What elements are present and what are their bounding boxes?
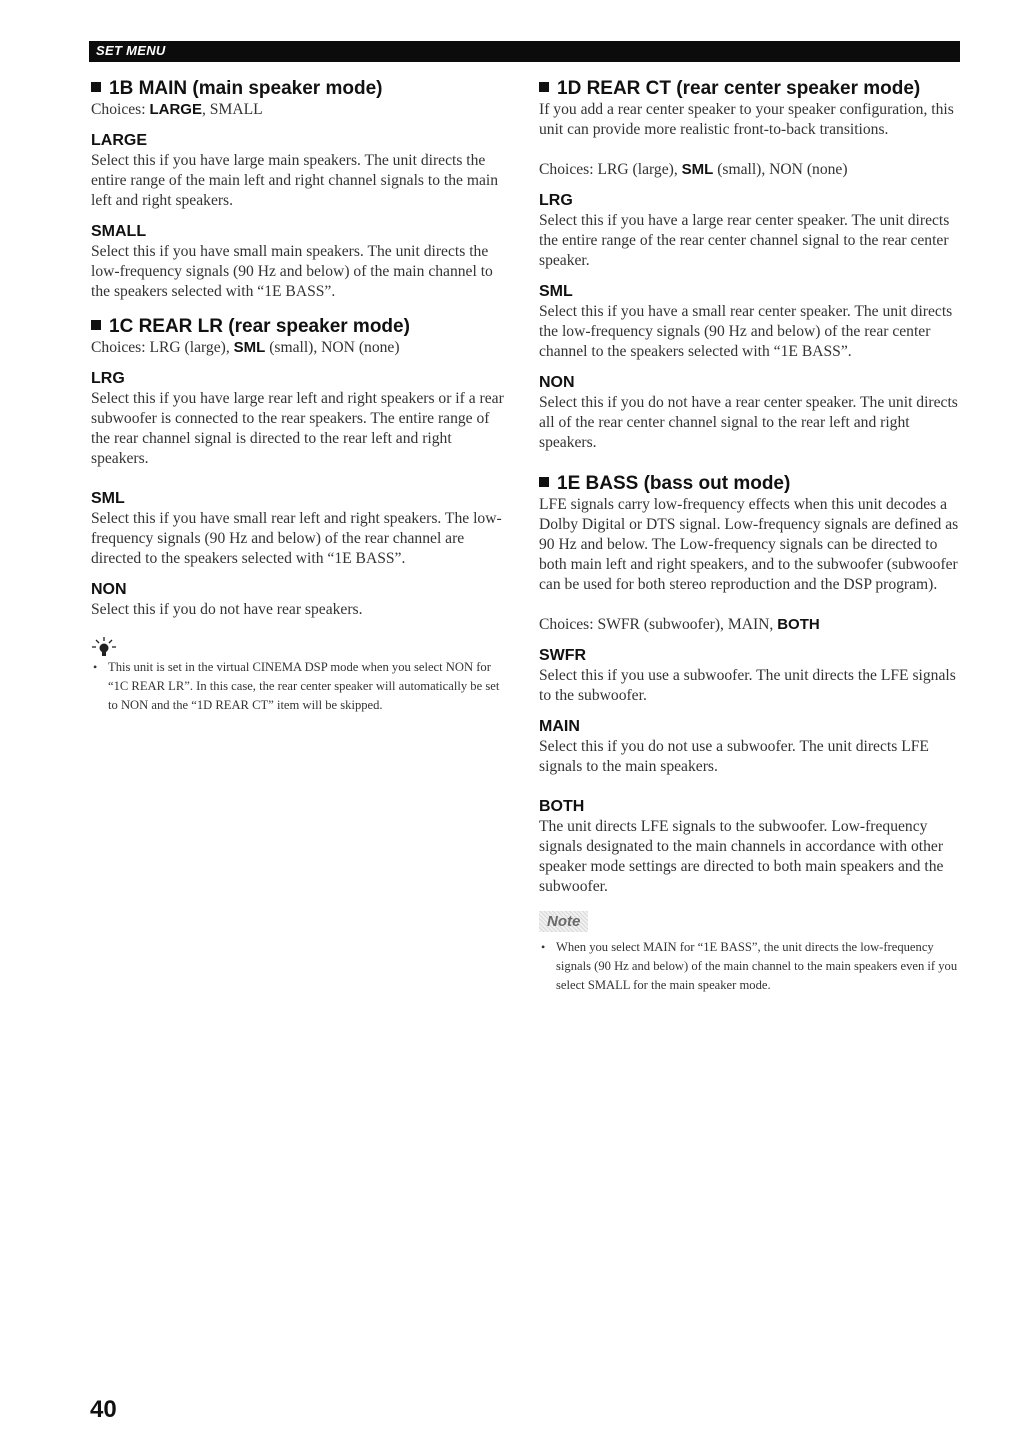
bullet-square-icon <box>91 82 101 92</box>
option-1d-sml-heading: SML <box>539 283 573 300</box>
option-small-heading: SMALL <box>91 223 147 240</box>
right-column <box>539 78 962 995</box>
option-both-text: The unit directs LFE signals to the subwoofer. Low-frequency signals designated to the main channels in accordance with other speaker mode settings are directed to both main speakers and the subwoofer. <box>539 818 944 895</box>
bullet-square-icon <box>539 477 549 487</box>
section-1e-title: 1E BASS (bass out mode) <box>539 473 962 495</box>
bullet-dot-icon: • <box>541 940 546 954</box>
option-1c-lrg-heading: LRG <box>91 370 125 387</box>
section-1d-title: 1D REAR CT (rear center speaker mode) <box>539 78 962 100</box>
option-1d-lrg-text: Select this if you have a large rear center speaker. The unit directs the entire range of the rear center channel signal to the rear center speaker. <box>539 212 950 269</box>
option-main-heading: MAIN <box>539 718 580 735</box>
section-1c-choices: Choices: LRG (large), SML (small), NON (none) <box>91 339 400 356</box>
page-number: 40 <box>90 1396 117 1423</box>
option-1c-lrg-text: Select this if you have large rear left and right speakers or if a rear subwoofer is connected to the rear speakers. The entire range of the rear channel signal is directed to the rear left and right speakers. <box>91 390 504 467</box>
option-swfr-text: Select this if you use a subwoofer. The unit directs the LFE signals to the subwoofer. <box>539 667 956 704</box>
option-1d-non-heading: NON <box>539 374 575 391</box>
option-large-text: Select this if you have large main speakers. The unit directs the entire range of the main left and right channel signals to the main left and right speakers. <box>91 152 499 209</box>
left-column <box>91 78 509 715</box>
section-1e-choices: Choices: SWFR (subwoofer), MAIN, BOTH <box>539 616 820 633</box>
bullet-square-icon <box>539 82 549 92</box>
note-text: • When you select MAIN for “1E BASS”, the unit directs the low-frequency signals (90 Hz and below) of the main channel to the main speakers even if you select SMALL for the main speaker mode. <box>541 940 958 992</box>
section-1e-intro: LFE signals carry low-frequency effects when this unit decodes a Dolby Digital or DTS signal. Low-frequency signals are defined as 90 Hz and below. The Low-frequency signals can be directed to both main left and right speakers, and to the subwoofer (subwoofer can be used for both stereo reproduction and the DSP program). <box>539 496 959 593</box>
option-large-heading: LARGE <box>91 132 147 149</box>
section-1d-choices: Choices: LRG (large), SML (small), NON (none) <box>539 161 848 178</box>
option-1c-sml-heading: SML <box>91 490 125 507</box>
option-1c-non-text: Select this if you do not have rear speakers. <box>91 601 363 618</box>
option-swfr-heading: SWFR <box>539 647 587 664</box>
lightbulb-tip-icon <box>91 636 117 658</box>
bullet-dot-icon: • <box>93 660 98 674</box>
option-1d-non-text: Select this if you do not have a rear center speaker. The unit directs all of the rear center channel signal to the rear left and right speakers. <box>539 394 958 451</box>
option-1d-sml-text: Select this if you have a small rear center speaker. The unit directs the low-frequency signals (90 Hz and below) of the rear center channel to the speakers selected with “1E BASS”. <box>539 303 953 360</box>
section-1c-title: 1C REAR LR (rear speaker mode) <box>91 316 509 338</box>
option-1c-non-heading: NON <box>91 581 127 598</box>
option-both-heading: BOTH <box>539 798 585 815</box>
note-badge: Note <box>539 911 588 932</box>
section-1b-title: 1B MAIN (main speaker mode) <box>91 78 509 100</box>
section-1d-intro: If you add a rear center speaker to your speaker configuration, this unit can provide more realistic front-to-back transitions. <box>539 101 954 138</box>
option-1d-lrg-heading: LRG <box>539 192 573 209</box>
option-1c-sml-text: Select this if you have small rear left and right speakers. The low-frequency signals (90 Hz and below) of the rear channel are directed to the speakers selected with “1E BASS”. <box>91 510 502 567</box>
option-main-text: Select this if you do not use a subwoofer. The unit directs LFE signals to the main speakers. <box>539 738 929 775</box>
section-header-bar <box>89 41 960 62</box>
tip-text: • This unit is set in the virtual CINEMA DSP mode when you select NON for “1C REAR LR”. In this case, the rear center speaker will automatically be set to NON and the “1D REAR CT” item will be skipped. <box>93 660 500 712</box>
bullet-square-icon <box>91 320 101 330</box>
section-1b-choices: Choices: LARGE, SMALL <box>91 101 263 118</box>
section-header-label: SET MENU <box>96 43 166 58</box>
option-small-text: Select this if you have small main speakers. The unit directs the low-frequency signals (90 Hz and below) of the main channel to the speakers selected with “1E BASS”. <box>91 243 493 300</box>
